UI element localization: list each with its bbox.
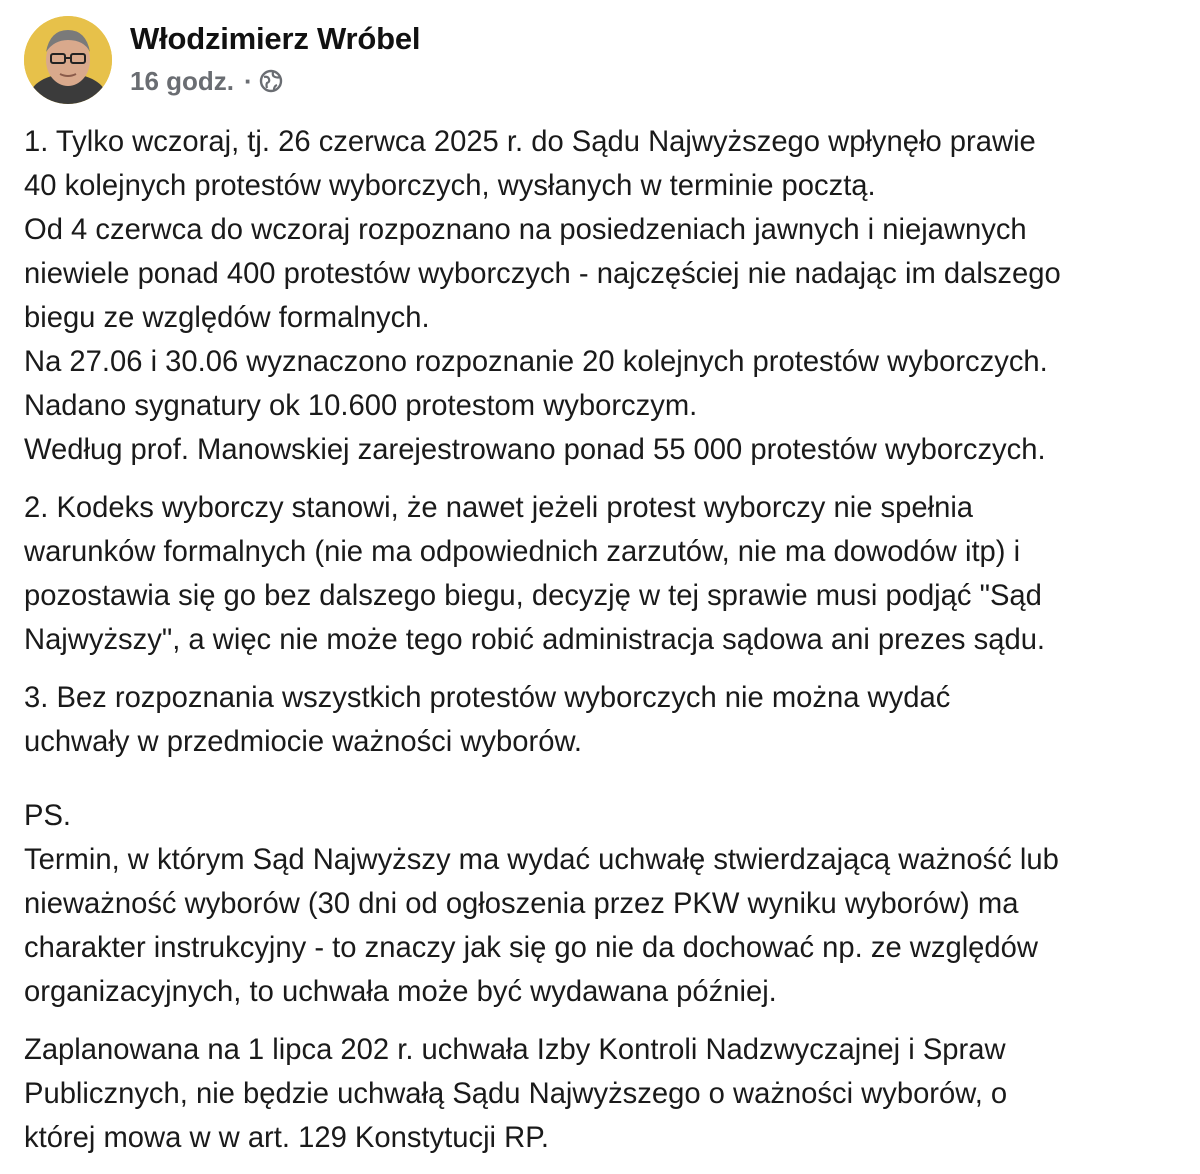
separator-dot: ·	[244, 66, 253, 96]
post-paragraph-3: 3. Bez rozpoznania wszystkich protestów wyborczych nie można wydać uchwały w przedmiocie ważności wyborów.	[24, 682, 951, 758]
post-paragraph-1: 1. Tylko wczoraj, tj. 26 czerwca 2025 r. do Sądu Najwyższego wpłynęło prawie 40 kolejnych protestów wyborczych, wysłanych w terminie pocztą. Od 4 czerwca do wczoraj rozpoznano na posiedzeniach jawnych i niejawnych niewiele ponad 400 protestów wyborczych - najczęściej nie nadając im dalszego biegu ze względów formalnych. Na 27.06 i 30.06 wyznaczono rozpoznanie 20 kolejnych protestów wyborczych. Nadano sygnatury ok 10.600 protestom wyborczym. Według prof. Manowskiej zarejestrowano ponad 55 000 protestów wyborczych.	[24, 126, 1061, 466]
post-body	[24, 120, 1192, 1174]
post-time-row	[130, 66, 420, 96]
author-name[interactable]: Włodzimierz Wróbel	[130, 21, 421, 56]
post-paragraph-5: Zaplanowana na 1 lipca 202 r. uchwała Izby Kontroli Nadzwyczajnej i Spraw Publicznych, nie będzie uchwałą Sądu Najwyższego o ważności wyborów, o której mowa w w art. 129 Konstytucji RP.	[24, 1034, 1008, 1154]
post-paragraph-2: 2. Kodeks wyborczy stanowi, że nawet jeżeli protest wyborczy nie spełnia warunków formalnych (nie ma odpowiednich zarzutów, nie ma dowodów itp) i pozostawia się go bez dalszego biegu, decyzję w tej sprawie musi podjąć "Sąd Najwyższy", a więc nie może tego robić administracja sądowa ani prezes sądu.	[24, 492, 1046, 656]
post-paragraph-ps: PS. Termin, w którym Sąd Najwyższy ma wydać uchwałę stwierdzającą ważność lub nieważność wyborów (30 dni od ogłoszenia przez PKW wyniku wyborów) ma charakter instrukcyjny - to znaczy jak się go nie da dochować np. ze względów organizacyjnych, to uchwała może być wydawana później.	[24, 800, 1059, 1008]
author-avatar[interactable]	[24, 16, 112, 104]
post-meta	[130, 16, 420, 96]
post-header	[24, 16, 420, 106]
avatar-portrait-icon	[24, 16, 112, 104]
post-timestamp[interactable]: 16 godz.	[130, 66, 235, 96]
globe-icon[interactable]	[259, 69, 283, 93]
